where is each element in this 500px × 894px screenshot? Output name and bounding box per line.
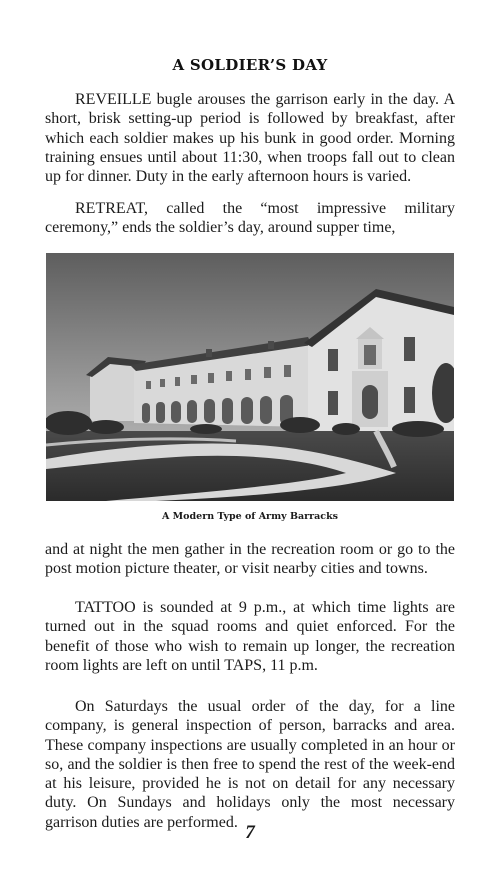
paragraph-retreat: RETREAT, called the “most impressive military ceremony,” ends the soldier’s day, around supper time, bbox=[45, 200, 455, 237]
page-title: A SOLDIER’S DAY bbox=[172, 56, 328, 74]
paragraph-tattoo: TATTOO is sounded at 9 p.m., at which time lights are turned out in the squad rooms and quiet enforced. For the benefit of those who wish to remain up longer, the recreation room lights are left on until TAPS, 11 p.m. bbox=[45, 599, 455, 674]
photo-caption: A Modern Type of Army Barracks bbox=[161, 511, 339, 522]
paragraph-reveille: REVEILLE bugle arouses the garrison early in the day. A short, brisk setting-up period is followed by breakfast, after which each soldier makes up his bunk in good order. Morning training ensues until about 11:30, when troops fall out to clean up for dinner. Duty in the early afternoon hours is varied. bbox=[45, 91, 455, 186]
paragraph-saturdays: On Saturdays the usual order of the day, for a line company, is general inspection of person, barracks and area. These company inspections are usually completed in an hour or so, and the soldier is then free to spend the rest of the week-end at his leisure, provided he is not on detail for any necessary duty. On Sundays and holidays only the most necessary garrison duties are performed. bbox=[45, 698, 455, 831]
page-number: 7 bbox=[245, 822, 255, 843]
barracks-photo bbox=[46, 253, 454, 501]
paragraph-evening: and at night the men gather in the recreation room or go to the post motion picture theater, or visit nearby cities and towns. bbox=[45, 541, 455, 578]
